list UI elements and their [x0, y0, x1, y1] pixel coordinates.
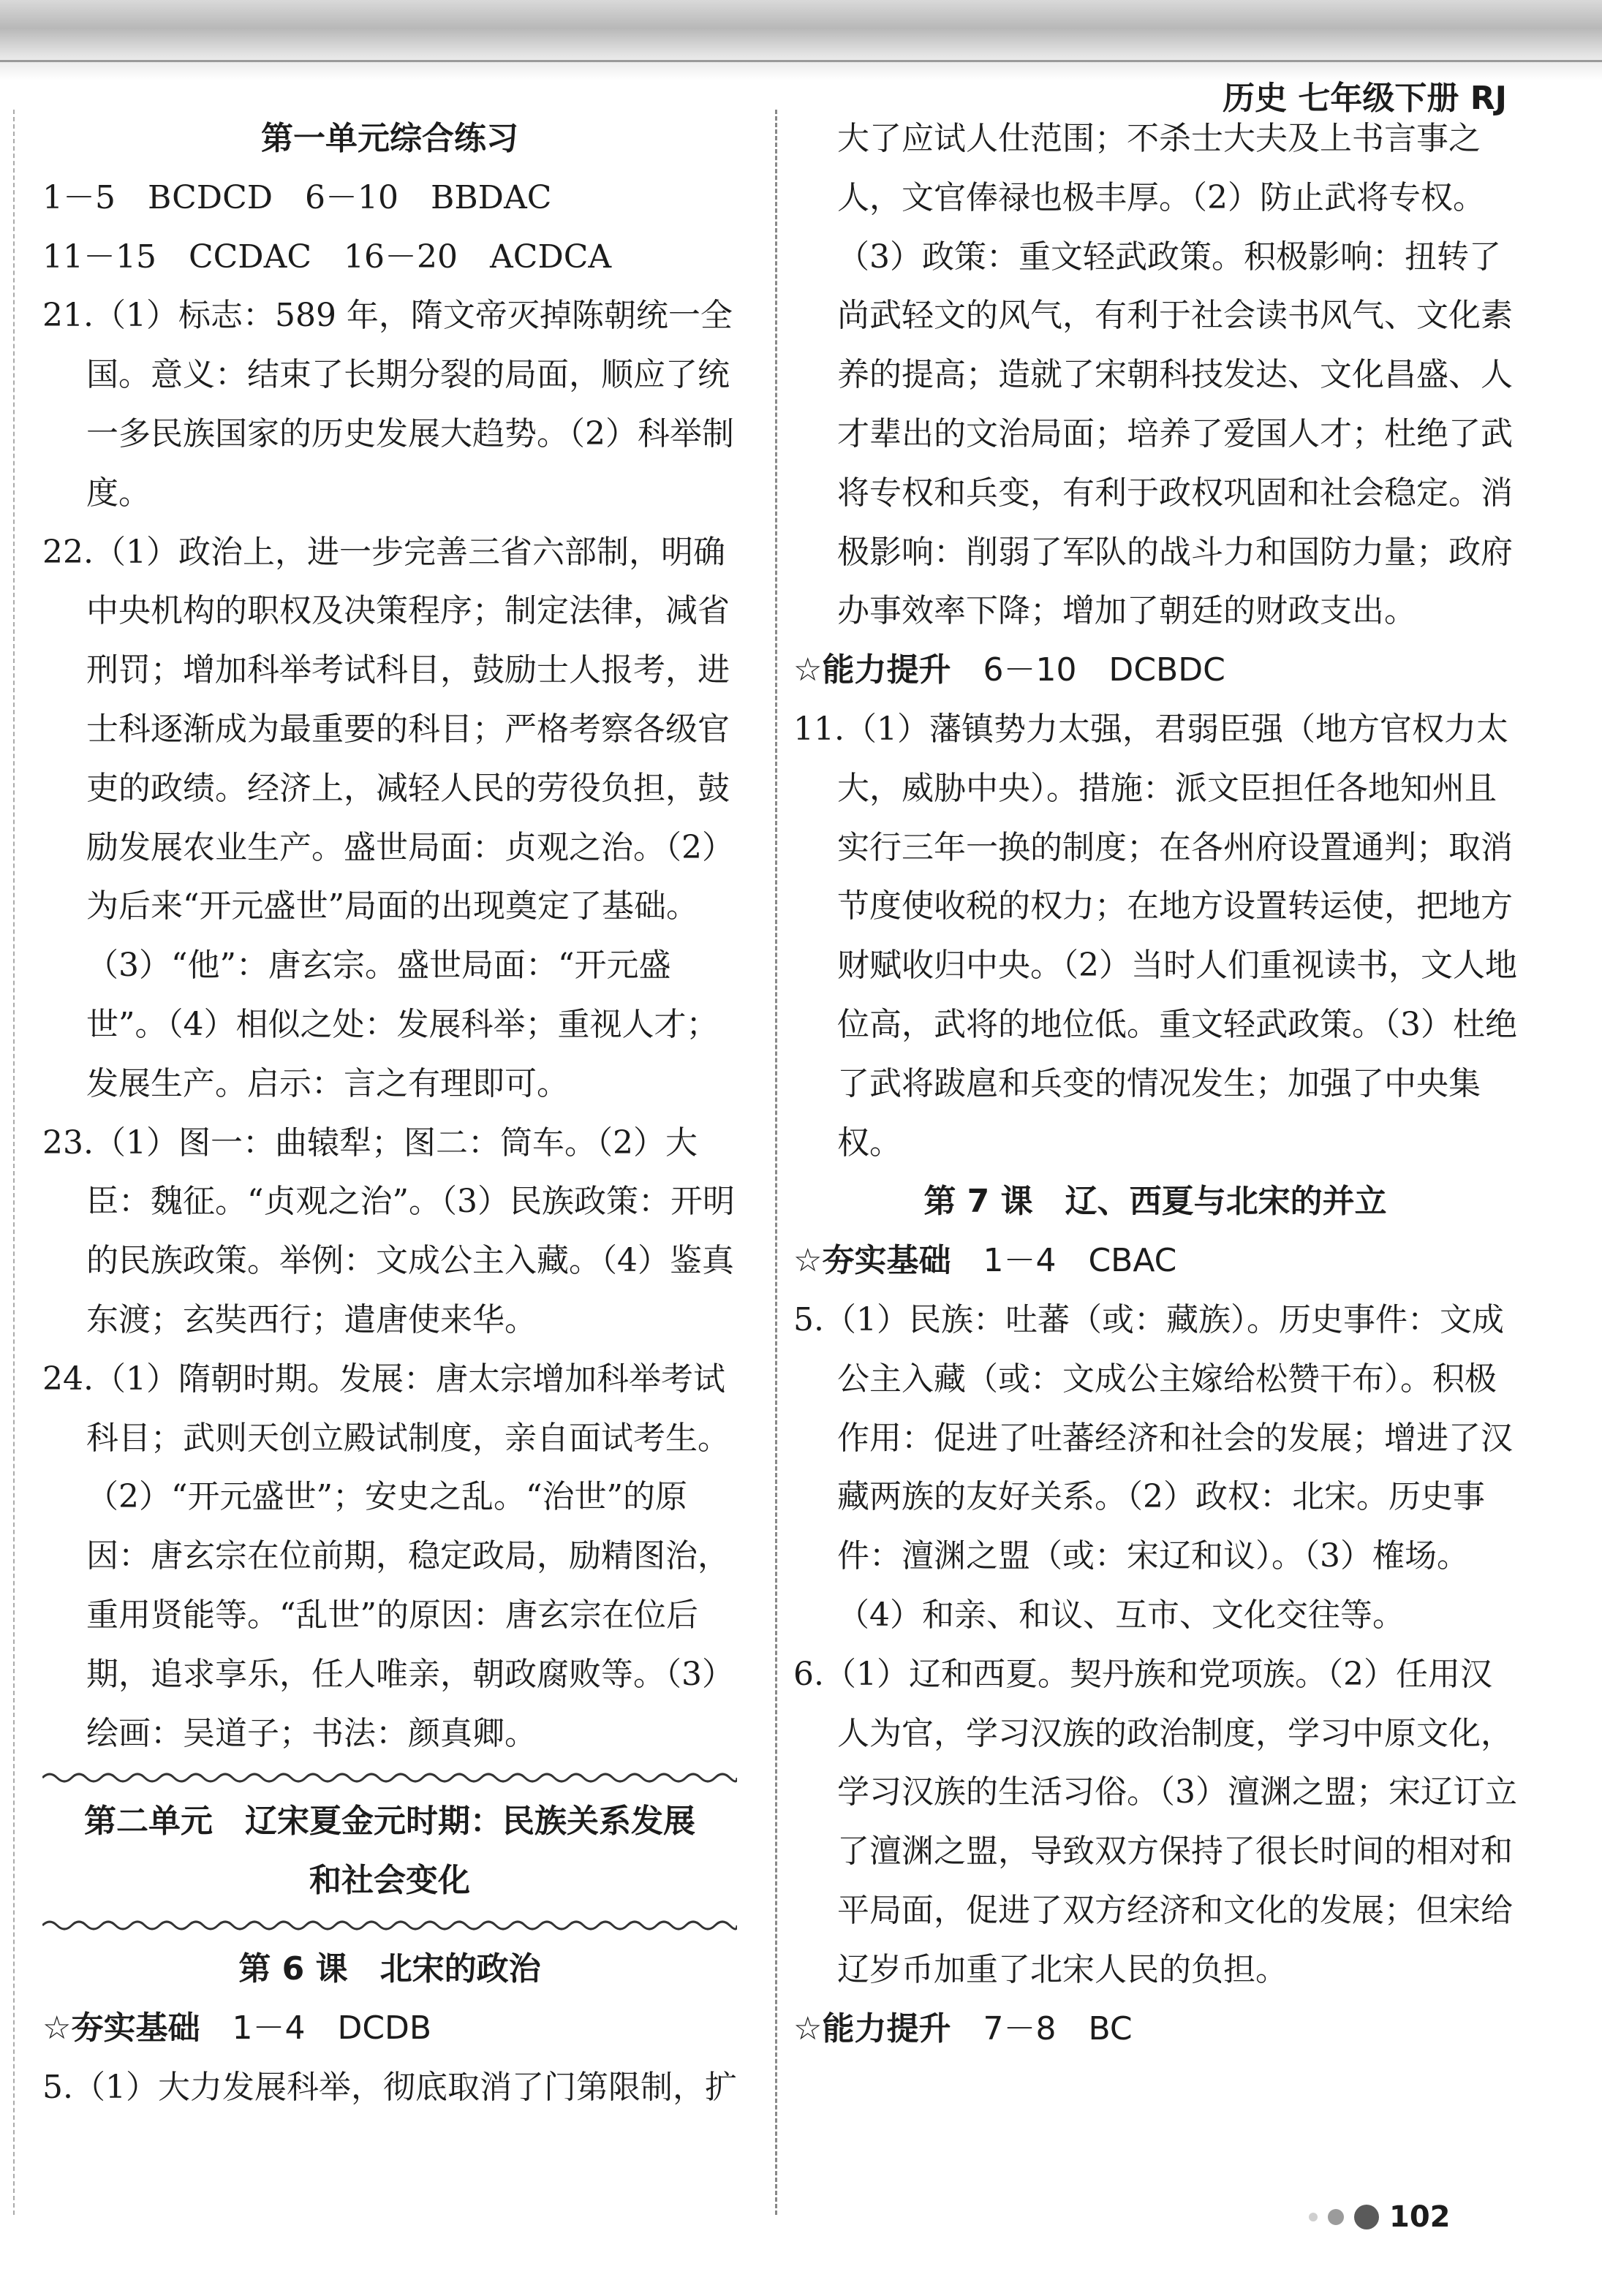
question-23: 23.（1）图一：曲辕犁；图二：筒车。（2）大臣：魏征。“贞观之治”。（3）民族政策：开明的民族政策。举例：文成公主入藏。（4）鉴真东渡；玄奘西行；遣唐使来华。 — [42, 1124, 735, 1338]
question-22: 22.（1）政治上，进一步完善三省六部制，明确中央机构的职权及决策程序；制定法律，减省刑罚；增加科举考试科目，鼓励士人报考，进士科逐渐成为最重要的科目；严格考察各级官吏的政绩。经济上，减轻人民的劳役负担，鼓励发展农业生产。盛世局面：贞观之治。（2）为后来“开元盛世”局面的出现奠定了基础。（3）“他”：唐玄宗。盛世局面：“开元盛世”。（4）相似之处：发展科举；重视人才；发展生产。启示：言之有理即可。 — [42, 533, 734, 1102]
unit2-title-line2: 和社会变化 — [309, 1862, 470, 1900]
answer-line-1: 1－5 BCDCD 6－10 BBDAC — [42, 178, 552, 216]
lesson7-basic-line — [793, 1232, 1517, 1291]
question-6: 6.（1）辽和西夏。契丹族和党项族。（2）任用汉人为官，学习汉族的政治制度，学习中原文化，学习汉族的生活习俗。（3）澶渊之盟；宋辽订立了澶渊之盟，导致双方保持了很长时间的相对和平局面，促进了双方经济和文化的发展；但宋给辽岁币加重了北宋人民的负担。 — [793, 1655, 1517, 1988]
lesson7-title: 第 7 课 辽、西夏与北宋的并立 — [923, 1183, 1387, 1221]
basic-answers: 1－4 DCDB — [232, 2009, 432, 2047]
page-number — [1309, 2200, 1451, 2234]
decor-dot-medium — [1328, 2209, 1344, 2225]
basic-label: ☆夯实基础 — [42, 2009, 200, 2047]
decor-dot-large — [1354, 2205, 1379, 2229]
lesson6-title: 第 6 课 北宋的政治 — [238, 1950, 541, 1988]
question-5-start: 5.（1）大力发展科举，彻底取消了门第限制，扩 — [42, 2068, 737, 2106]
lesson6-basic-line — [42, 1999, 737, 2058]
top-divider — [0, 60, 1602, 62]
wavy-divider-bottom — [42, 1911, 737, 1940]
answer-line-2: 11－15 CCDAC 16－20 ACDCA — [42, 238, 612, 276]
left-margin-line — [13, 110, 15, 2215]
ability-answers: 7－8 BC — [983, 2009, 1133, 2047]
question-11: 11.（1）藩镇势力太强，君弱臣强（地方官权力太大，威胁中央）。措施：派文臣担任各地知州且实行三年一换的制度；在各州府设置通判；取消节度使收税的权力；在地方设置转运使，把地方财赋收归中央。（2）当时人们重视读书，文人地位高，武将的地位低。重文轻武政策。（3）杜绝了武将跋扈和兵变的情况发生；加强了中央集权。 — [793, 710, 1517, 1162]
decor-dot-small — [1309, 2213, 1318, 2221]
lesson6-ability-line — [793, 641, 1517, 700]
top-decorative-band — [0, 0, 1602, 80]
left-column — [42, 110, 737, 2117]
ability-label: ☆能力提升 — [793, 651, 951, 689]
ability-label: ☆能力提升 — [793, 2009, 951, 2047]
lesson7-ability-line — [793, 2000, 1517, 2059]
basic-label: ☆夯实基础 — [793, 1242, 951, 1280]
page-header: 历史 七年级下册 RJ — [1223, 80, 1507, 117]
wavy-divider-top — [42, 1763, 737, 1792]
question-21: 21.（1）标志：589 年，隋文帝灭掉陈朝统一全国。意义：结束了长期分裂的局面，顺应了统一多民族国家的历史发展大趋势。（2）科举制度。 — [42, 297, 734, 512]
question-24: 24.（1）隋朝时期。发展：唐太宗增加科举考试科目；武则天创立殿试制度，亲自面试考生。（2）“开元盛世”；安史之乱。“治世”的原因：唐玄宗在位前期，稳定政局，励精图治，重用贤能等。“乱世”的原因：唐玄宗在位后期，追求享乐，任人唯亲，朝政腐败等。（3）绘画：吴道子；书法：颜真卿。 — [42, 1360, 734, 1752]
question-5-continued: 大了应试人仕范围；不杀士大夫及上书言事之人，文官俸禄也极丰厚。（2）防止武将专权。（3）政策：重文轻武政策。积极影响：扭转了尚武轻文的风气，有利于社会读书风气、文化素养的提高；造就了宋朝科技发达、文化昌盛、人才辈出的文治局面；培养了爱国人才；杜绝了武将专权和兵变，有利于政权巩固和社会稳定。消极影响：削弱了军队的战斗力和国防力量；政府办事效率下降；增加了朝廷的财政支出。 — [837, 120, 1513, 630]
column-divider — [775, 110, 777, 2215]
unit1-title: 第一单元综合练习 — [261, 120, 518, 157]
ability-answers: 6－10 DCBDC — [983, 651, 1225, 689]
unit2-title-line1: 第二单元 辽宋夏金元时期：民族关系发展 — [84, 1803, 695, 1841]
question-5-lesson7: 5.（1）民族：吐蕃（或：藏族）。历史事件：文成公主入藏（或：文成公主嫁给松赞干布）。积极作用：促进了吐蕃经济和社会的发展；增进了汉藏两族的友好关系。（2）政权：北宋。历史事件：澶渊之盟（或：宋辽和议）。（3）榷场。（4）和亲、和议、互市、文化交往等。 — [793, 1300, 1513, 1634]
page-number-text: 102 — [1389, 2200, 1451, 2234]
basic-answers: 1－4 CBAC — [983, 1242, 1177, 1280]
right-column — [793, 110, 1517, 2058]
